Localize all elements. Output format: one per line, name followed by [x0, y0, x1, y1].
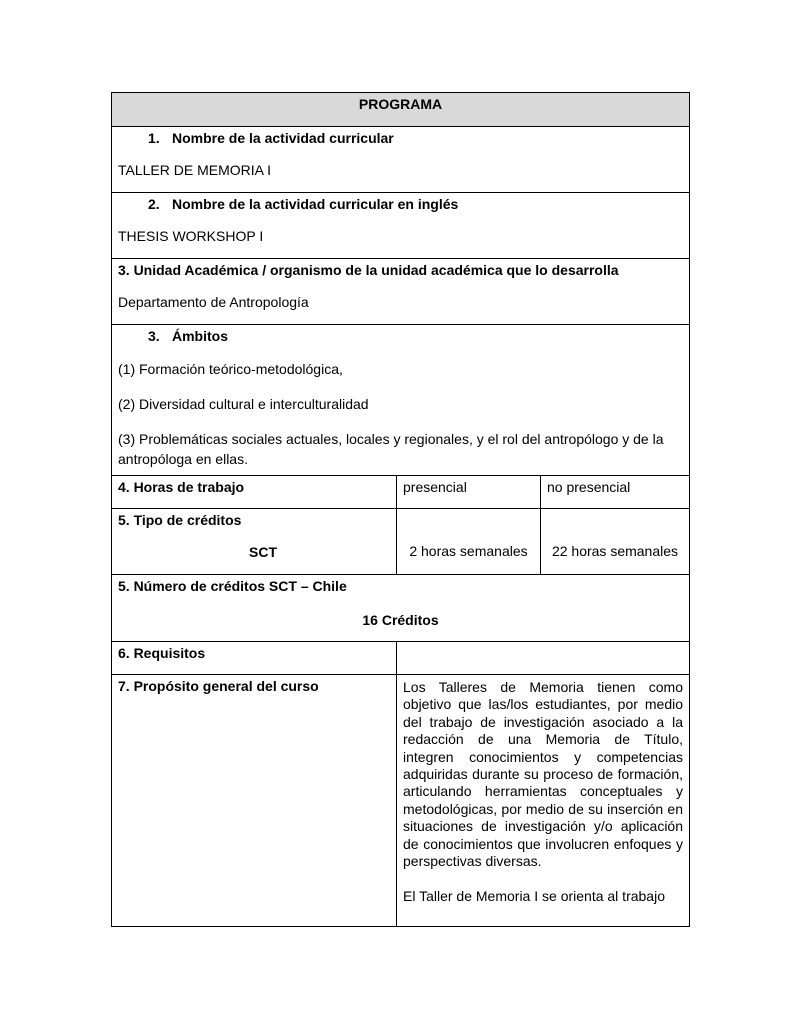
section-3	[112, 259, 689, 311]
section-1-title-text: Nombre de la actividad curricular	[172, 130, 394, 146]
section-3-row	[112, 259, 690, 325]
section-2-number: 2.	[148, 196, 160, 212]
header-cell	[112, 93, 690, 127]
section-2-row	[112, 193, 690, 259]
section-2-title-text: Nombre de la actividad curricular en inglés	[172, 196, 459, 212]
proposito-text	[397, 675, 689, 906]
ambito-item-1: (1) Formación teórico-metodológica,	[118, 361, 343, 377]
section-2-title	[118, 195, 683, 213]
proposito-label: 7. Propósito general del curso	[118, 678, 319, 694]
horas-row	[112, 476, 690, 509]
proposito-paragraph-2: El Taller de Memoria I se orienta al trabajo	[403, 888, 665, 905]
section-1-title	[118, 129, 683, 147]
horas-semanales-no-presencial: 22 horas semanales	[551, 543, 679, 559]
horas-presencial: presencial	[403, 479, 467, 495]
ambito-item-3: (3) Problemáticas sociales actuales, locales y regionales, y el rol del antropólogo y de la antropóloga en ellas.	[118, 431, 664, 467]
horas-no-presencial: no presencial	[547, 479, 631, 495]
numero-creditos-row	[112, 575, 690, 642]
horas-label: 4. Horas de trabajo	[118, 479, 245, 495]
ambitos-row	[112, 325, 690, 476]
program-header: PROGRAMA	[358, 96, 443, 112]
section-3-title: 3. Unidad Académica / organismo de la unidad académica que lo desarrolla	[118, 262, 619, 278]
section-1	[112, 127, 689, 179]
tipo-creditos-row	[112, 509, 690, 575]
ambitos-title	[118, 327, 683, 345]
horas-semanales-presencial: 2 horas semanales	[409, 543, 528, 559]
tipo-creditos-label: 5. Tipo de créditos	[118, 512, 242, 528]
requisitos-value	[397, 642, 689, 644]
numero-creditos-label: 5. Número de créditos SCT – Chile	[118, 578, 347, 594]
section-3-value: Departamento de Antropología	[118, 294, 309, 310]
section-1-number: 1.	[148, 130, 160, 146]
ambito-item-2: (2) Diversidad cultural e interculturalidad	[118, 396, 369, 412]
program-table	[111, 92, 690, 927]
section-1-value: TALLER DE MEMORIA I	[118, 162, 271, 178]
header-row	[112, 93, 690, 127]
requisitos-label: 6. Requisitos	[118, 645, 206, 661]
proposito-paragraph-1: Los Talleres de Memoria tienen como objetivo que las/los estudiantes, por medio del trabajo de investigación asociado a la redacción de una Memoria de Título, integren conocimientos y competencias adquiridas durante su proceso de formación, articulando herramientas conceptuales y metodológicas, por medio de su inserción en situaciones de investigación y/o aplicación de conocimientos que involucren enfoques y perspectivas diversas.	[403, 679, 683, 870]
section-1-row	[112, 127, 690, 193]
tipo-creditos-value: SCT	[249, 544, 277, 560]
requisitos-row	[112, 642, 690, 675]
proposito-row	[112, 675, 690, 927]
numero-creditos-value: 16 Créditos	[362, 612, 439, 628]
ambitos-section	[112, 325, 689, 469]
section-2-value: THESIS WORKSHOP I	[118, 228, 264, 244]
ambitos-number: 3.	[148, 328, 160, 344]
section-2	[112, 193, 689, 245]
ambitos-title-text: Ámbitos	[172, 328, 228, 344]
